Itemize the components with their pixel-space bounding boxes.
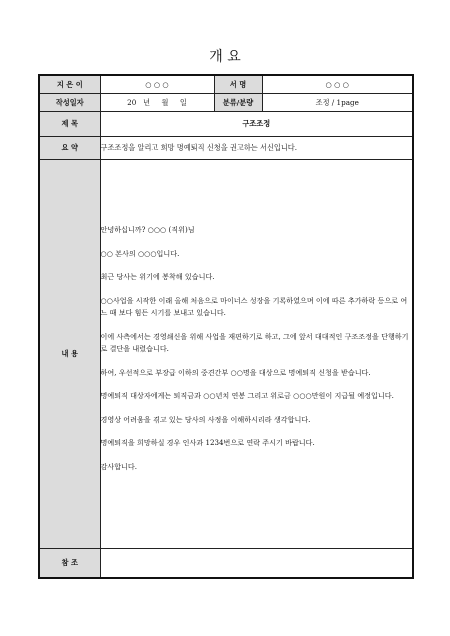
content-paragraph: 안녕하십니까? ○○○ (직위)님	[100, 225, 195, 234]
author-value: ○ ○ ○	[100, 75, 214, 94]
content-paragraph: 명예퇴직을 희망하실 경우 인사과 1234번으로 연락 주시기 바랍니다.	[100, 438, 315, 447]
content-paragraph: 하여, 우선적으로 부장급 이하의 중견간부 ○○명을 대상으로 명예퇴직 신청을 받습니다.	[100, 367, 371, 377]
summary-label: 요 약	[39, 137, 100, 160]
content-label: 내 용	[39, 160, 100, 549]
content-paragraph: ○○ 본사의 ○○○입니다.	[100, 248, 180, 258]
content-paragraph: 명예퇴직 대상자에게는 퇴직금과 ○○년치 연봉 그리고 위로금 ○○○만원이 지급될 예정입니다.	[100, 391, 394, 400]
content-body	[100, 160, 413, 549]
content-paragraph: 최근 당사는 위기에 봉착해 있습니다.	[100, 272, 215, 281]
content-paragraph: 이에 사측에서는 경영쇄신을 위해 사업을 재편하기로 하고, 그에 앞서 대대적인 구조조정을 단행하기로 결단을 내렸습니다.	[100, 331, 409, 353]
subject-value: 구조조정	[100, 112, 413, 137]
date-value: 20 년 월 일	[100, 94, 214, 112]
date-label: 작성일자	[39, 94, 100, 112]
category-value: 조정 / 1page	[262, 94, 413, 112]
reference-value	[100, 549, 413, 579]
content-paragraph: ○○사업을 시작한 이래 올해 처음으로 마이너스 성장을 기록하였으며 이에 따른 추가하락 등으로 여느 때 보다 힘든 시기를 보내고 있습니다.	[100, 295, 408, 317]
content-paragraph: 경영상 어려움을 겪고 있는 당사의 사정을 이해하시리라 생각합니다.	[100, 414, 311, 424]
subject-label: 제 목	[39, 112, 100, 137]
summary-form-table	[38, 74, 414, 579]
signature-label: 서 명	[214, 75, 262, 94]
signature-value: ○ ○ ○	[262, 75, 413, 94]
content-paragraph: 감사합니다.	[100, 461, 138, 471]
category-label: 분류/분량	[214, 94, 262, 112]
author-label: 지 은 이	[39, 75, 100, 94]
summary-value: 구조조정을 알리고 희망 명예퇴직 신청을 권고하는 서신입니다.	[100, 137, 413, 160]
document-title: 개 요	[209, 49, 241, 65]
reference-label: 참 조	[39, 549, 100, 579]
